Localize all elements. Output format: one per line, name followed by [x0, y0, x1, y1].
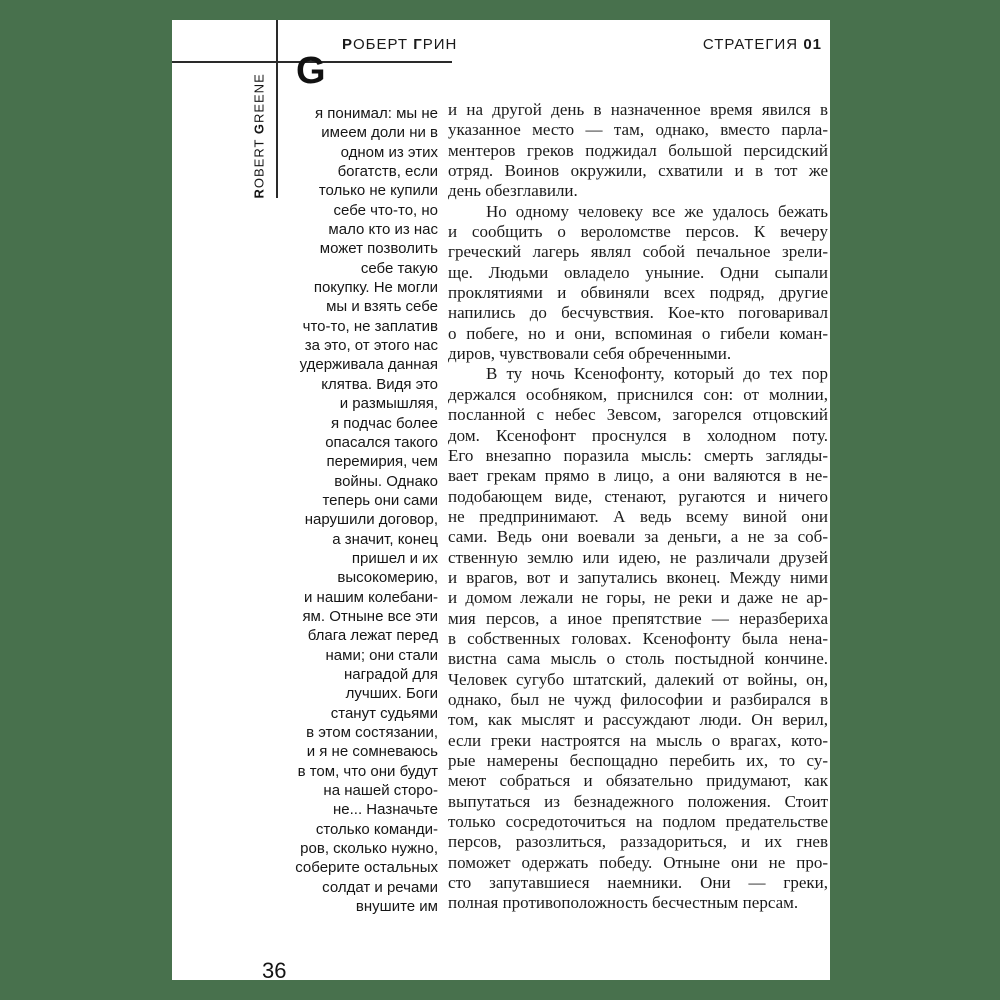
margin-note-line: клятва. Видя это: [321, 375, 438, 393]
body-text-line: и на другой день в назначенное время явился в: [448, 100, 828, 119]
margin-note-line: на нашей сторо-: [323, 782, 438, 800]
margin-note-line: только не купили: [318, 182, 438, 200]
spine-rule: [276, 20, 278, 198]
body-text-line: ще. Людьми овладело уныние. Одни сыпали: [448, 262, 828, 282]
body-text-line: поможет одержать победу. Отныне они не про-: [448, 852, 828, 872]
body-text-line: сами. Ведь они воевали за деньги, а не за соб-: [448, 527, 828, 547]
margin-note-line: соберите остальных: [295, 859, 438, 877]
body-text-line: вает грекам прямо в лицо, а они валяются в не-: [448, 466, 828, 486]
spine-name-text2: REENE: [251, 73, 267, 124]
margin-note-line: мы и взять себе: [326, 298, 438, 316]
body-text-line: однако, был не чужд философии и разбирался в: [448, 689, 828, 709]
margin-note-line: богатств, если: [337, 163, 438, 181]
body-text-line: подобающем виде, стенают, ругаются и ничего: [448, 486, 828, 506]
body-text-line: Но одному человеку все же удалось бежать: [486, 201, 828, 221]
margin-note-line: себе такую: [360, 259, 438, 277]
margin-note-line: столько команди-: [315, 820, 438, 838]
spine-name-text: OBERT: [251, 134, 267, 189]
margin-note-line: наградой для: [343, 665, 438, 683]
body-text-line: полная противоположность бесчестным персам.: [448, 893, 799, 913]
margin-note-line: и нашим колебани-: [304, 588, 438, 606]
spine-initial-r: R: [251, 188, 267, 199]
header-series-title: [703, 36, 822, 53]
body-text-line: рые намерены беспощадно перебить их, то су-: [448, 751, 828, 770]
margin-note-line: высокомерию,: [337, 569, 438, 587]
header-author: [342, 36, 457, 53]
series-label: СТРАТЕГИЯ: [702, 36, 804, 53]
margin-note-line: ям. Отныне все эти: [302, 607, 438, 625]
spine-author-name: [251, 73, 271, 199]
body-text-line: мия персов, а иное препятствие — неразбериха: [448, 608, 828, 628]
body-text-line: проклятиями и обвиняли всех подряд, другие: [448, 283, 828, 303]
body-text-line: дом. Ксенофонт проснулся в холодном поту.: [448, 425, 828, 445]
body-text-line: греческий лагерь являл собой печальное зрели-: [448, 242, 828, 262]
margin-note-line: я понимал: мы не: [314, 105, 438, 122]
body-text-line: ственную землю или идею, не различали друзей: [448, 547, 828, 567]
margin-note-line: и размышляя,: [339, 395, 438, 413]
margin-note-line: и я не сомневаюсь: [306, 743, 438, 761]
margin-note-line: внушите им: [355, 898, 438, 916]
margin-note-line: покупку. Не могли: [313, 279, 438, 297]
margin-note-line: в этом состязании,: [306, 724, 438, 741]
body-text-line: персов, разозлиться, раззадориться, и их гнев: [448, 832, 828, 852]
margin-note-line: а значит, конец: [332, 530, 438, 548]
spine-initial-g: G: [251, 123, 267, 135]
body-text-line: держался особняком, приснился сон: от молнии,: [448, 384, 828, 404]
body-text-line: вистна сама мысль о столь постыдной кончине.: [448, 649, 828, 669]
margin-note-line: пришел и их: [351, 549, 438, 567]
body-text-line: в собственных головах. Ксенофонту была нена-: [448, 628, 828, 648]
margin-note-line: я подчас более: [330, 414, 438, 432]
margin-note-line: не... Назначьте: [333, 801, 438, 819]
body-text-line: В ту ночь Ксенофонту, который до тех пор: [486, 364, 828, 384]
body-text-line: диров, чувствовали себя обреченными.: [448, 344, 732, 364]
margin-note-line: в том, что они будут: [297, 762, 438, 780]
body-text-line: меют собраться и обязательно придумают, как: [448, 771, 828, 791]
margin-note-line: нами; они стали: [325, 646, 438, 664]
margin-note-line: одном из этих: [340, 143, 438, 161]
series-number: 01: [803, 36, 822, 53]
margin-note-line: войны. Однако: [334, 472, 438, 490]
margin-note-line: имеем доли ни в: [321, 124, 438, 142]
page-number: 36: [262, 958, 287, 983]
margin-note-line: может позволить: [319, 240, 438, 258]
margin-note-line: опасался такого: [325, 433, 438, 451]
body-text-line: не предпринимают. А ведь всему виной они: [448, 506, 828, 526]
drop-cap-letter: G: [296, 50, 326, 92]
body-text-line: день обезглавили.: [448, 181, 578, 201]
body-text-line: напились до бесчувствия. Кое-кто поговаривал: [448, 303, 828, 323]
margin-note-line: нарушили договор,: [304, 511, 438, 529]
body-text-line: и врагов, вот и запутались вконец. Между ними: [448, 567, 828, 587]
body-text-line: если греки настроятся на мысль о врагах, кото-: [448, 730, 828, 750]
margin-note-line: что-то, не заплатив: [302, 317, 438, 335]
margin-note-line: солдат и речами: [322, 878, 438, 896]
body-text-line: отряд. Воинов окружили, схватили и в тот же: [448, 161, 828, 181]
body-text-line: ментеров греков поджидал большой персидский: [448, 140, 828, 160]
body-text-line: только сосредоточиться на подлом предательстве: [448, 812, 828, 832]
body-text-line: том, как мыслят и рассуждают люди. Он верил,: [448, 710, 828, 730]
header-author-text2: РИН: [422, 36, 458, 53]
body-text-line: сто запутавшиеся наемники. Они — греки,: [448, 873, 828, 893]
margin-note-line: перемирия, чем: [326, 453, 438, 471]
margin-note-line: удерживала данная: [299, 356, 438, 374]
margin-note-line: за это, от этого нас: [304, 337, 438, 355]
header-author-text: ОБЕРТ: [353, 36, 414, 53]
body-text-line: и сообщить о вероломстве персов. К вечеру: [448, 222, 828, 242]
margin-note-line: себе что-то, но: [333, 201, 438, 219]
margin-note-line: ров, сколько нужно,: [300, 840, 438, 858]
header-author-initial2: Г: [413, 36, 423, 53]
margin-note-line: блага лежат перед: [307, 627, 438, 645]
body-text-line: выпутаться из безнадежного положения. Стоит: [448, 791, 828, 811]
margin-note-line: лучших. Боги: [345, 685, 438, 703]
body-text-line: посланной с небес Зевсом, загорелся отцовский: [448, 405, 828, 425]
margin-quote-column: [282, 104, 438, 916]
body-text-line: Его внезапно поразила мысль: смерть загляды-: [448, 445, 828, 465]
body-text-line: о побеге, но и они, вспоминая о гибели коман-: [448, 323, 828, 343]
margin-note-line: мало кто из нас: [328, 221, 438, 239]
margin-note-line: теперь они сами: [322, 491, 438, 509]
body-text-line: и домом лежали не горы, не реки и даже не ар-: [448, 588, 828, 608]
body-text-line: указанное место — там, однако, вместо парла-: [448, 120, 828, 140]
margin-note-line: станут судьями: [330, 704, 438, 722]
main-text-column: [448, 100, 828, 914]
header-author-initial: Р: [342, 36, 354, 53]
book-page: [172, 20, 830, 983]
body-text-line: Человек сугубо штатский, далекий от войны, он,: [448, 669, 828, 689]
